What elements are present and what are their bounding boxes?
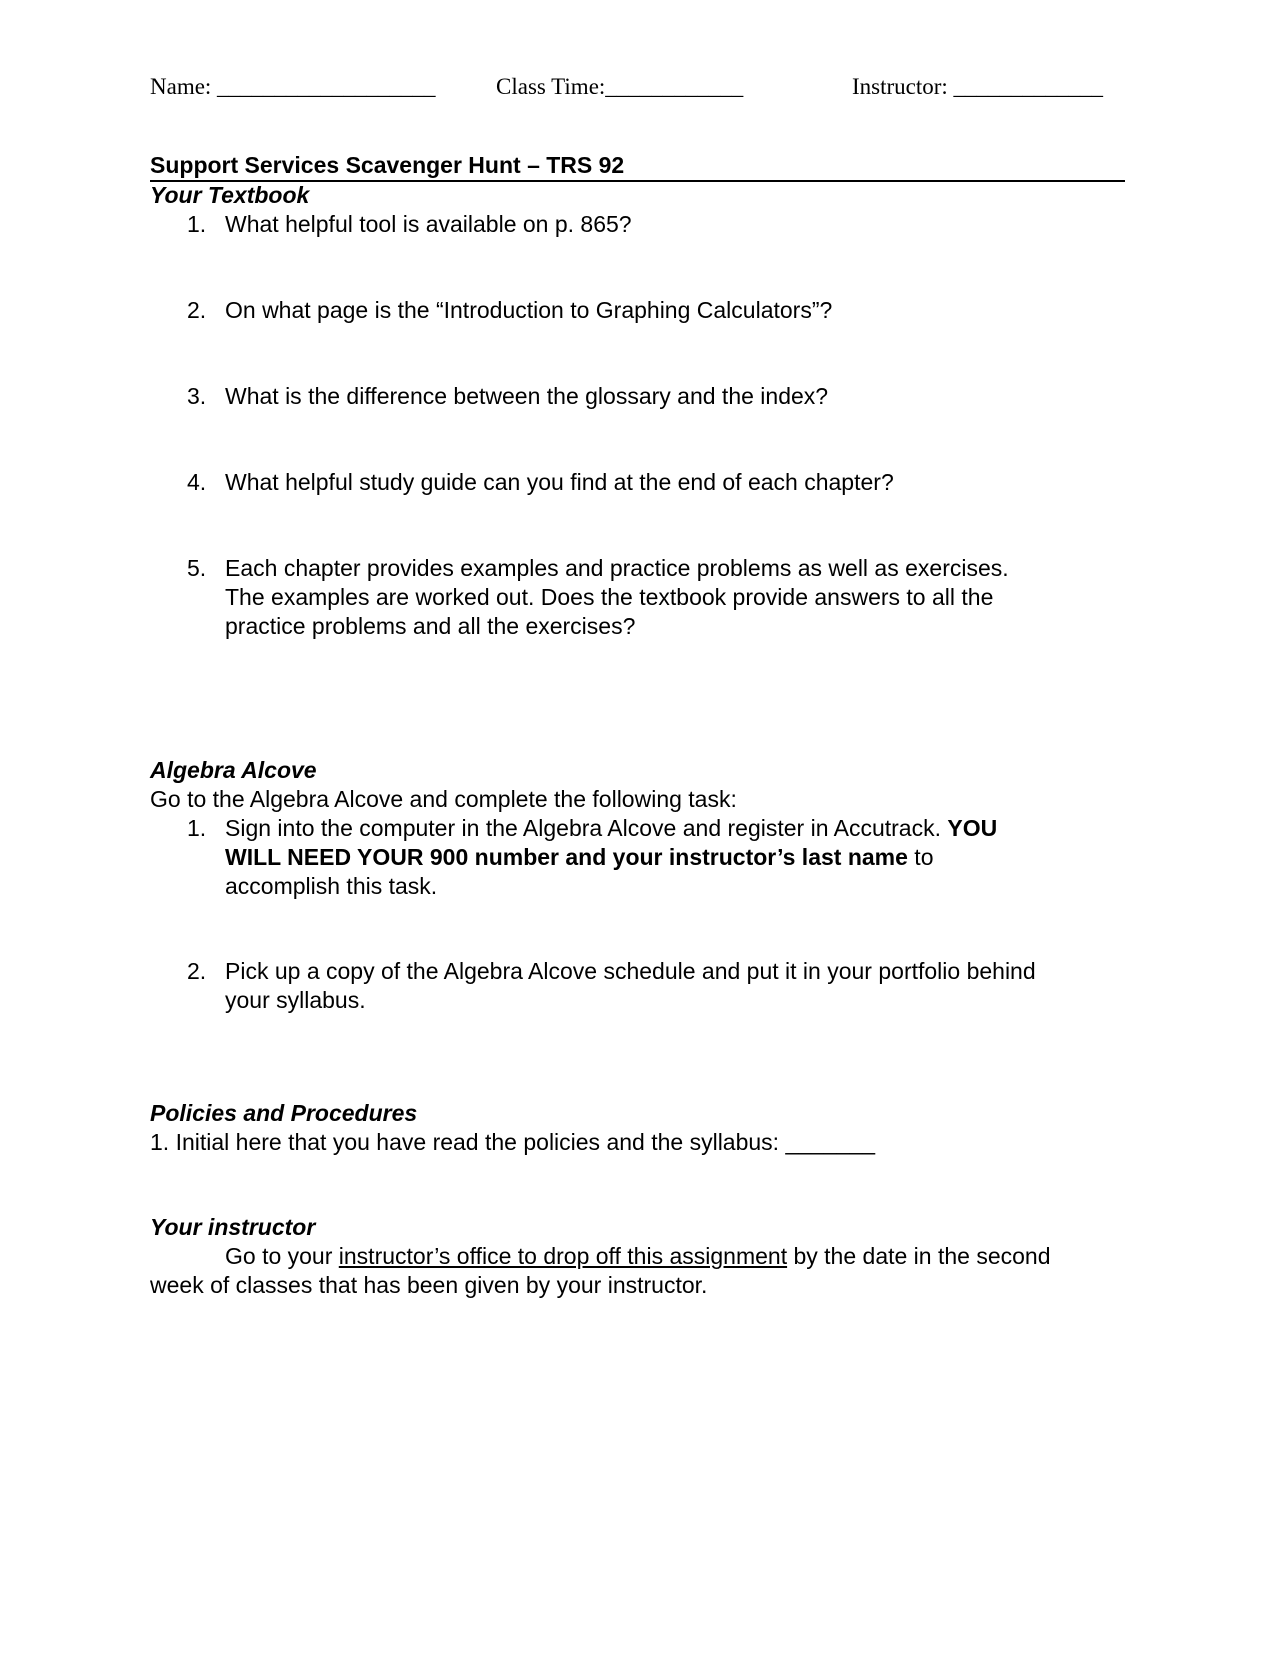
question-number: 3.: [187, 383, 207, 409]
class-time-field-label: Class Time:____________: [496, 74, 744, 99]
policies-item-1: 1. Initial here that you have read the policies and the syllabus: _______: [150, 1129, 875, 1155]
task-line: accomplish this task.: [225, 873, 438, 899]
question-number: 5.: [187, 555, 207, 581]
question-text: [225, 554, 1125, 641]
name-field-label: Name: ___________________: [150, 74, 436, 99]
task-text-bold: YOU: [947, 815, 998, 841]
question-line: Each chapter provides examples and practice problems as well as exercises.: [225, 555, 1009, 581]
instructor-field-label: Instructor: _____________: [852, 74, 1104, 99]
paragraph-text: by the date in the second: [787, 1243, 1051, 1269]
task-number: 2.: [187, 958, 207, 984]
task-text: [225, 814, 1125, 901]
underlined-text: instructor’s office to drop off this assignment: [338, 1243, 788, 1269]
question-number: 2.: [187, 297, 207, 323]
task-text-plain: to: [907, 844, 934, 870]
question-line: practice problems and all the exercises?: [225, 613, 636, 639]
question-text: What helpful tool is available on p. 865?: [225, 211, 632, 237]
alcove-intro: Go to the Algebra Alcove and complete the following task:: [150, 786, 737, 812]
textbook-section-heading: Your Textbook: [150, 182, 310, 208]
question-number: 1.: [187, 211, 207, 237]
page-title: Support Services Scavenger Hunt – TRS 92: [150, 151, 1125, 182]
task-text-plain: Sign into the computer in the Algebra Alcove and register in Accutrack.: [225, 815, 948, 841]
question-text: On what page is the “Introduction to Graphing Calculators”?: [225, 297, 833, 323]
task-line: Pick up a copy of the Algebra Alcove schedule and put it in your portfolio behind: [225, 958, 1036, 984]
paragraph-text: Go to your: [225, 1243, 339, 1269]
task-line: [225, 814, 1125, 843]
task-text: [225, 957, 1125, 1015]
paragraph-line: week of classes that has been given by your instructor.: [150, 1272, 708, 1298]
alcove-section-heading: Algebra Alcove: [150, 757, 317, 783]
question-number: 4.: [187, 469, 207, 495]
instructor-paragraph: [150, 1242, 1125, 1300]
header-fields: [150, 74, 1125, 104]
instructor-section-heading: Your instructor: [150, 1214, 316, 1240]
task-number: 1.: [187, 815, 207, 841]
task-line: [225, 843, 1125, 872]
question-text: What is the difference between the glossary and the index?: [225, 383, 829, 409]
task-line: your syllabus.: [225, 987, 366, 1013]
question-line: The examples are worked out. Does the textbook provide answers to all the: [225, 584, 994, 610]
paragraph-line: [150, 1242, 1125, 1271]
question-text: What helpful study guide can you find at the end of each chapter?: [225, 469, 894, 495]
task-text-bold: WILL NEED YOUR 900 number and your instructor’s last name: [225, 844, 908, 870]
policies-section-heading: Policies and Procedures: [150, 1100, 418, 1126]
